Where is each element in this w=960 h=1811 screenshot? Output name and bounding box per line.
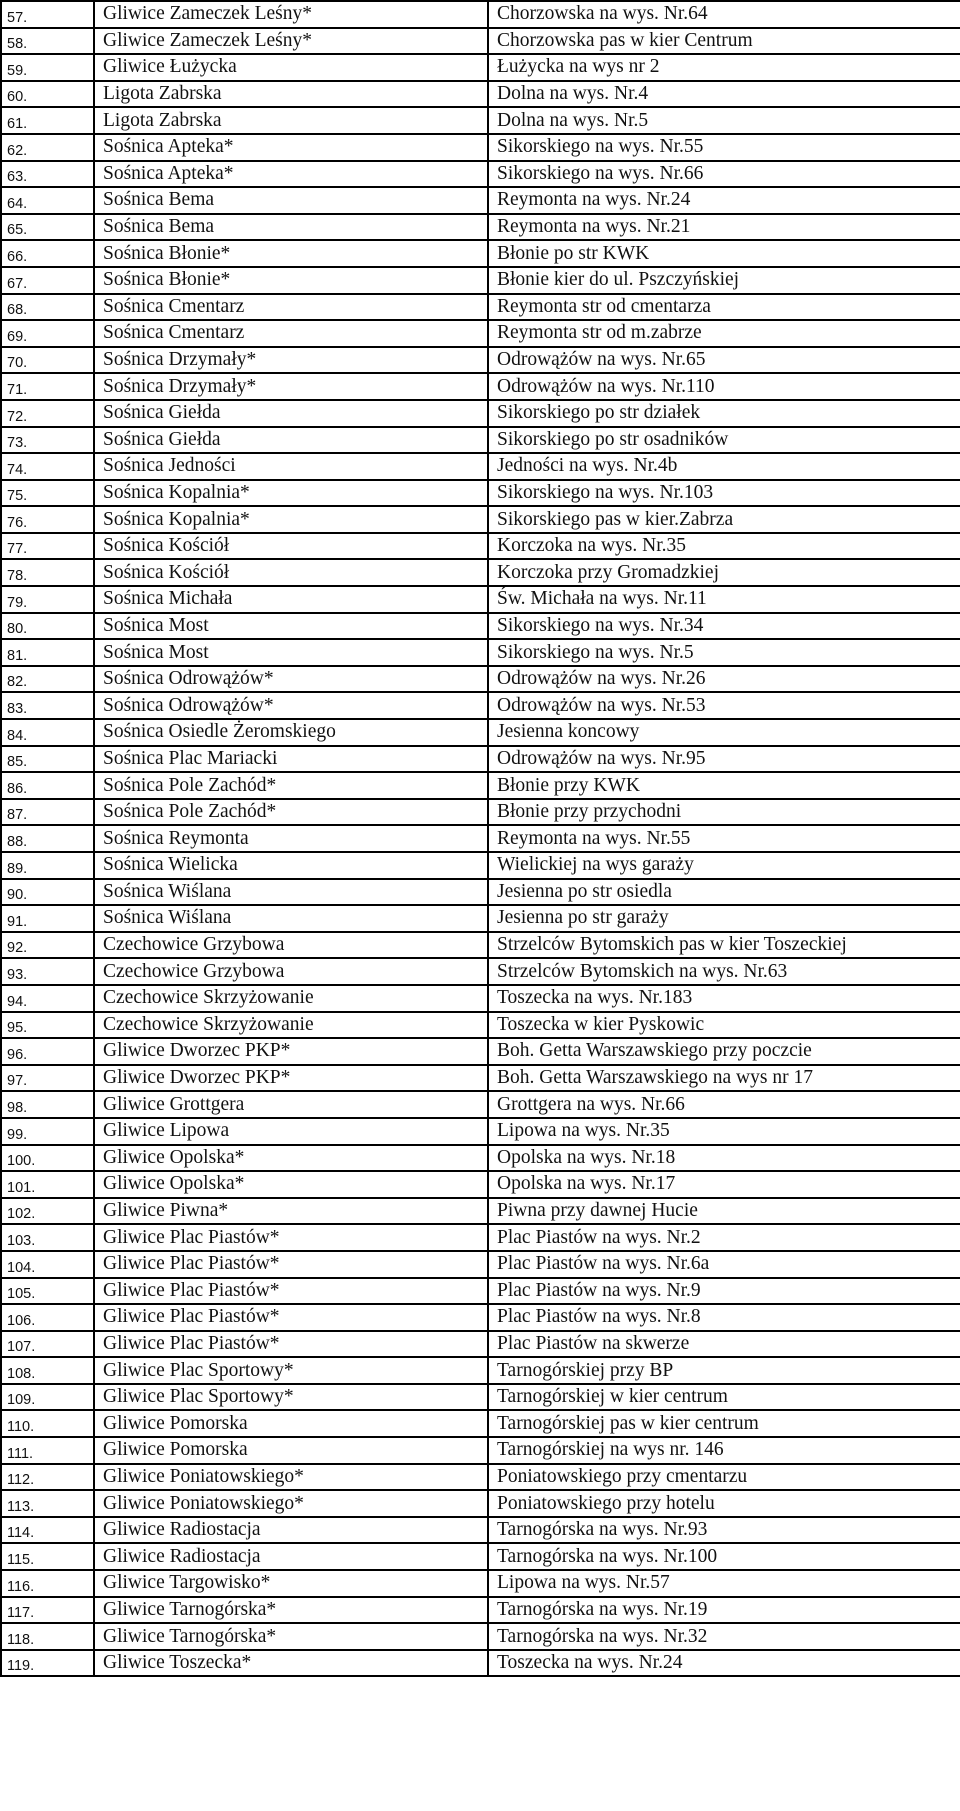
- stop-name: Gliwice Poniatowskiego*: [94, 1464, 488, 1491]
- row-number: 69.: [1, 320, 94, 347]
- stop-location: Tarnogórska na wys. Nr.32: [488, 1623, 960, 1650]
- stop-name: Gliwice Zameczek Leśny*: [94, 28, 488, 55]
- row-number: 80.: [1, 613, 94, 640]
- table-row: [1, 81, 960, 108]
- stop-location: Sikorskiego na wys. Nr.34: [488, 613, 960, 640]
- row-number: 94.: [1, 985, 94, 1012]
- stop-location: Plac Piastów na wys. Nr.2: [488, 1224, 960, 1251]
- table-row: [1, 400, 960, 427]
- stop-location: Toszecka na wys. Nr.183: [488, 985, 960, 1012]
- stop-name: Sośnica Giełda: [94, 427, 488, 454]
- row-number: 112.: [1, 1464, 94, 1491]
- row-number: 95.: [1, 1012, 94, 1039]
- row-number: 97.: [1, 1065, 94, 1092]
- table-row: [1, 1091, 960, 1118]
- stop-name: Gliwice Plac Piastów*: [94, 1304, 488, 1331]
- row-number: 79.: [1, 586, 94, 613]
- row-number: 89.: [1, 852, 94, 879]
- stop-name: Sośnica Cmentarz: [94, 320, 488, 347]
- stop-location: Jesienna po str garaży: [488, 905, 960, 932]
- stop-location: Korczoka przy Gromadzkiej: [488, 559, 960, 586]
- table-row: [1, 267, 960, 294]
- stop-name: Sośnica Most: [94, 613, 488, 640]
- stop-name: Gliwice Pomorska: [94, 1410, 488, 1437]
- stop-name: Sośnica Wielicka: [94, 852, 488, 879]
- stop-location: Tarnogórska na wys. Nr.19: [488, 1597, 960, 1624]
- stop-location: Błonie po str KWK: [488, 240, 960, 267]
- stop-name: Gliwice Łużycka: [94, 54, 488, 81]
- stop-location: Tarnogórskiej na wys nr. 146: [488, 1437, 960, 1464]
- row-number: 113.: [1, 1490, 94, 1517]
- stop-location: Odrowążów na wys. Nr.53: [488, 692, 960, 719]
- stop-name: Gliwice Tarnogórska*: [94, 1597, 488, 1624]
- table-row: [1, 480, 960, 507]
- stop-name: Sośnica Osiedle Żeromskiego: [94, 719, 488, 746]
- row-number: 65.: [1, 214, 94, 241]
- table-row: [1, 1224, 960, 1251]
- table-row: [1, 1331, 960, 1358]
- row-number: 81.: [1, 639, 94, 666]
- row-number: 83.: [1, 692, 94, 719]
- stop-name: Sośnica Błonie*: [94, 267, 488, 294]
- row-number: 99.: [1, 1118, 94, 1145]
- stop-name: Sośnica Jedności: [94, 453, 488, 480]
- table-row: [1, 1357, 960, 1384]
- stop-location: Grottgera na wys. Nr.66: [488, 1091, 960, 1118]
- stop-name: Sośnica Odrowążów*: [94, 692, 488, 719]
- table-row: [1, 54, 960, 81]
- stop-location: Sikorskiego na wys. Nr.5: [488, 639, 960, 666]
- table-row: [1, 373, 960, 400]
- stop-location: Sikorskiego na wys. Nr.66: [488, 161, 960, 188]
- row-number: 78.: [1, 559, 94, 586]
- table-row: [1, 214, 960, 241]
- row-number: 107.: [1, 1331, 94, 1358]
- table-row: [1, 187, 960, 214]
- stop-name: Gliwice Piwna*: [94, 1198, 488, 1225]
- stop-location: Tarnogórska na wys. Nr.100: [488, 1543, 960, 1570]
- stop-name: Sośnica Kościół: [94, 533, 488, 560]
- table-row: [1, 1251, 960, 1278]
- row-number: 101.: [1, 1171, 94, 1198]
- table-row: [1, 427, 960, 454]
- row-number: 86.: [1, 772, 94, 799]
- row-number: 105.: [1, 1278, 94, 1305]
- row-number: 116.: [1, 1570, 94, 1597]
- table-row: [1, 692, 960, 719]
- stop-location: Lipowa na wys. Nr.35: [488, 1118, 960, 1145]
- table-row: [1, 1437, 960, 1464]
- table-row: [1, 905, 960, 932]
- row-number: 92.: [1, 932, 94, 959]
- row-number: 104.: [1, 1251, 94, 1278]
- stop-location: Chorzowska na wys. Nr.64: [488, 1, 960, 28]
- table-row: [1, 1, 960, 28]
- table-row: [1, 958, 960, 985]
- stop-location: Św. Michała na wys. Nr.11: [488, 586, 960, 613]
- stop-location: Piwna przy dawnej Hucie: [488, 1198, 960, 1225]
- stop-name: Sośnica Michała: [94, 586, 488, 613]
- stop-location: Odrowążów na wys. Nr.110: [488, 373, 960, 400]
- stop-name: Gliwice Plac Piastów*: [94, 1331, 488, 1358]
- table-body: [1, 1, 960, 1676]
- stop-name: Sośnica Kościół: [94, 559, 488, 586]
- row-number: 84.: [1, 719, 94, 746]
- table-row: [1, 1543, 960, 1570]
- table-row: [1, 932, 960, 959]
- row-number: 102.: [1, 1198, 94, 1225]
- stop-name: Sośnica Pole Zachód*: [94, 799, 488, 826]
- row-number: 67.: [1, 267, 94, 294]
- row-number: 87.: [1, 799, 94, 826]
- stop-location: Lipowa na wys. Nr.57: [488, 1570, 960, 1597]
- row-number: 62.: [1, 134, 94, 161]
- stop-name: Gliwice Pomorska: [94, 1437, 488, 1464]
- stop-location: Sikorskiego na wys. Nr.103: [488, 480, 960, 507]
- table-row: [1, 1650, 960, 1677]
- table-row: [1, 28, 960, 55]
- table-row: [1, 586, 960, 613]
- row-number: 119.: [1, 1650, 94, 1677]
- stop-location: Toszecka w kier Pyskowic: [488, 1012, 960, 1039]
- stop-location: Strzelców Bytomskich pas w kier Toszeckiej: [488, 932, 960, 959]
- table-row: [1, 1038, 960, 1065]
- table-row: [1, 1384, 960, 1411]
- stop-name: Gliwice Toszecka*: [94, 1650, 488, 1677]
- row-number: 96.: [1, 1038, 94, 1065]
- table-row: [1, 1410, 960, 1437]
- stop-location: Reymonta na wys. Nr.24: [488, 187, 960, 214]
- row-number: 90.: [1, 879, 94, 906]
- table-row: [1, 746, 960, 773]
- stop-name: Sośnica Apteka*: [94, 134, 488, 161]
- stop-location: Opolska na wys. Nr.17: [488, 1171, 960, 1198]
- stop-name: Gliwice Radiostacja: [94, 1543, 488, 1570]
- stop-location: Dolna na wys. Nr.5: [488, 107, 960, 134]
- table-row: [1, 639, 960, 666]
- stop-location: Tarnogórska na wys. Nr.93: [488, 1517, 960, 1544]
- table-row: [1, 107, 960, 134]
- row-number: 74.: [1, 453, 94, 480]
- row-number: 91.: [1, 905, 94, 932]
- table-row: [1, 1597, 960, 1624]
- table-row: [1, 1304, 960, 1331]
- table-row: [1, 772, 960, 799]
- table-row: [1, 134, 960, 161]
- row-number: 76.: [1, 506, 94, 533]
- row-number: 59.: [1, 54, 94, 81]
- row-number: 57.: [1, 1, 94, 28]
- table-row: [1, 294, 960, 321]
- table-row: [1, 1464, 960, 1491]
- stop-location: Poniatowskiego przy cmentarzu: [488, 1464, 960, 1491]
- table-row: [1, 1623, 960, 1650]
- table-row: [1, 161, 960, 188]
- stop-name: Sośnica Pole Zachód*: [94, 772, 488, 799]
- row-number: 64.: [1, 187, 94, 214]
- stop-location: Sikorskiego pas w kier.Zabrza: [488, 506, 960, 533]
- stop-location: Toszecka na wys. Nr.24: [488, 1650, 960, 1677]
- stop-name: Sośnica Bema: [94, 187, 488, 214]
- stop-location: Boh. Getta Warszawskiego na wys nr 17: [488, 1065, 960, 1092]
- row-number: 82.: [1, 666, 94, 693]
- table-row: [1, 879, 960, 906]
- stop-name: Gliwice Radiostacja: [94, 1517, 488, 1544]
- stop-location: Jesienna koncowy: [488, 719, 960, 746]
- row-number: 75.: [1, 480, 94, 507]
- stop-name: Sośnica Cmentarz: [94, 294, 488, 321]
- row-number: 98.: [1, 1091, 94, 1118]
- stop-name: Sośnica Bema: [94, 214, 488, 241]
- stop-name: Gliwice Dworzec PKP*: [94, 1065, 488, 1092]
- stop-name: Sośnica Błonie*: [94, 240, 488, 267]
- stop-location: Reymonta str od m.zabrze: [488, 320, 960, 347]
- row-number: 88.: [1, 825, 94, 852]
- table-row: [1, 1065, 960, 1092]
- stop-name: Sośnica Plac Mariacki: [94, 746, 488, 773]
- stop-name: Sośnica Drzymały*: [94, 347, 488, 374]
- table-row: [1, 825, 960, 852]
- stop-location: Plac Piastów na wys. Nr.8: [488, 1304, 960, 1331]
- stop-name: Sośnica Odrowążów*: [94, 666, 488, 693]
- table-row: [1, 1145, 960, 1172]
- row-number: 103.: [1, 1224, 94, 1251]
- stop-name: Gliwice Dworzec PKP*: [94, 1038, 488, 1065]
- stop-name: Gliwice Plac Piastów*: [94, 1224, 488, 1251]
- row-number: 73.: [1, 427, 94, 454]
- stop-location: Strzelców Bytomskich na wys. Nr.63: [488, 958, 960, 985]
- table-row: [1, 852, 960, 879]
- stop-location: Tarnogórskiej pas w kier centrum: [488, 1410, 960, 1437]
- stop-location: Boh. Getta Warszawskiego przy poczcie: [488, 1038, 960, 1065]
- stop-location: Dolna na wys. Nr.4: [488, 81, 960, 108]
- stop-location: Odrowążów na wys. Nr.26: [488, 666, 960, 693]
- table-row: [1, 1278, 960, 1305]
- stop-name: Gliwice Tarnogórska*: [94, 1623, 488, 1650]
- stop-name: Sośnica Kopalnia*: [94, 506, 488, 533]
- table-row: [1, 453, 960, 480]
- stop-location: Jesienna po str osiedla: [488, 879, 960, 906]
- row-number: 106.: [1, 1304, 94, 1331]
- stop-location: Plac Piastów na wys. Nr.9: [488, 1278, 960, 1305]
- row-number: 77.: [1, 533, 94, 560]
- row-number: 63.: [1, 161, 94, 188]
- row-number: 61.: [1, 107, 94, 134]
- stop-name: Sośnica Wiślana: [94, 905, 488, 932]
- table-row: [1, 613, 960, 640]
- stop-location: Reymonta str od cmentarza: [488, 294, 960, 321]
- stop-name: Gliwice Opolska*: [94, 1145, 488, 1172]
- stop-location: Reymonta na wys. Nr.21: [488, 214, 960, 241]
- row-number: 118.: [1, 1623, 94, 1650]
- stop-name: Czechowice Skrzyżowanie: [94, 985, 488, 1012]
- stop-name: Gliwice Targowisko*: [94, 1570, 488, 1597]
- stop-location: Odrowążów na wys. Nr.95: [488, 746, 960, 773]
- stop-name: Gliwice Zameczek Leśny*: [94, 1, 488, 28]
- table-row: [1, 240, 960, 267]
- stop-name: Sośnica Wiślana: [94, 879, 488, 906]
- row-number: 93.: [1, 958, 94, 985]
- stop-location: Poniatowskiego przy hotelu: [488, 1490, 960, 1517]
- stop-name: Sośnica Giełda: [94, 400, 488, 427]
- table-row: [1, 1012, 960, 1039]
- row-number: 72.: [1, 400, 94, 427]
- stop-name: Gliwice Plac Piastów*: [94, 1251, 488, 1278]
- row-number: 111.: [1, 1437, 94, 1464]
- stop-name: Czechowice Grzybowa: [94, 932, 488, 959]
- stop-location: Tarnogórskiej w kier centrum: [488, 1384, 960, 1411]
- stop-name: Gliwice Poniatowskiego*: [94, 1490, 488, 1517]
- row-number: 114.: [1, 1517, 94, 1544]
- table-row: [1, 666, 960, 693]
- stop-name: Sośnica Reymonta: [94, 825, 488, 852]
- stop-name: Gliwice Plac Sportowy*: [94, 1384, 488, 1411]
- table-row: [1, 1118, 960, 1145]
- stop-location: Odrowążów na wys. Nr.65: [488, 347, 960, 374]
- stop-name: Gliwice Plac Sportowy*: [94, 1357, 488, 1384]
- row-number: 115.: [1, 1543, 94, 1570]
- stop-location: Opolska na wys. Nr.18: [488, 1145, 960, 1172]
- stop-location: Sikorskiego po str działek: [488, 400, 960, 427]
- table-row: [1, 347, 960, 374]
- stop-name: Sośnica Kopalnia*: [94, 480, 488, 507]
- row-number: 109.: [1, 1384, 94, 1411]
- table-row: [1, 1490, 960, 1517]
- stop-name: Sośnica Drzymały*: [94, 373, 488, 400]
- table-row: [1, 1171, 960, 1198]
- stop-location: Plac Piastów na skwerze: [488, 1331, 960, 1358]
- stop-location: Błonie kier do ul. Pszczyńskiej: [488, 267, 960, 294]
- row-number: 71.: [1, 373, 94, 400]
- stop-location: Tarnogórskiej przy BP: [488, 1357, 960, 1384]
- stop-name: Czechowice Grzybowa: [94, 958, 488, 985]
- stop-location: Sikorskiego na wys. Nr.55: [488, 134, 960, 161]
- row-number: 85.: [1, 746, 94, 773]
- row-number: 100.: [1, 1145, 94, 1172]
- row-number: 60.: [1, 81, 94, 108]
- table-row: [1, 719, 960, 746]
- stop-name: Czechowice Skrzyżowanie: [94, 1012, 488, 1039]
- stop-location: Chorzowska pas w kier Centrum: [488, 28, 960, 55]
- table-row: [1, 506, 960, 533]
- stop-name: Sośnica Most: [94, 639, 488, 666]
- stop-name: Gliwice Lipowa: [94, 1118, 488, 1145]
- stop-location: Sikorskiego po str osadników: [488, 427, 960, 454]
- stop-location: Wielickiej na wys garaży: [488, 852, 960, 879]
- stop-name: Ligota Zabrska: [94, 107, 488, 134]
- stop-location: Jedności na wys. Nr.4b: [488, 453, 960, 480]
- stop-location: Plac Piastów na wys. Nr.6a: [488, 1251, 960, 1278]
- stop-name: Ligota Zabrska: [94, 81, 488, 108]
- table-row: [1, 799, 960, 826]
- stop-location: Łużycka na wys nr 2: [488, 54, 960, 81]
- row-number: 108.: [1, 1357, 94, 1384]
- table-row: [1, 985, 960, 1012]
- stop-name: Gliwice Plac Piastów*: [94, 1278, 488, 1305]
- row-number: 68.: [1, 294, 94, 321]
- table-row: [1, 320, 960, 347]
- stop-name: Gliwice Opolska*: [94, 1171, 488, 1198]
- row-number: 110.: [1, 1410, 94, 1437]
- table-row: [1, 1517, 960, 1544]
- row-number: 70.: [1, 347, 94, 374]
- table-row: [1, 559, 960, 586]
- stop-location: Reymonta na wys. Nr.55: [488, 825, 960, 852]
- stop-location: Korczoka na wys. Nr.35: [488, 533, 960, 560]
- stop-location: Błonie przy przychodni: [488, 799, 960, 826]
- row-number: 66.: [1, 240, 94, 267]
- table-row: [1, 1198, 960, 1225]
- stop-name: Sośnica Apteka*: [94, 161, 488, 188]
- stop-name: Gliwice Grottgera: [94, 1091, 488, 1118]
- row-number: 117.: [1, 1597, 94, 1624]
- table-row: [1, 1570, 960, 1597]
- stop-location: Błonie przy KWK: [488, 772, 960, 799]
- table-row: [1, 533, 960, 560]
- row-number: 58.: [1, 28, 94, 55]
